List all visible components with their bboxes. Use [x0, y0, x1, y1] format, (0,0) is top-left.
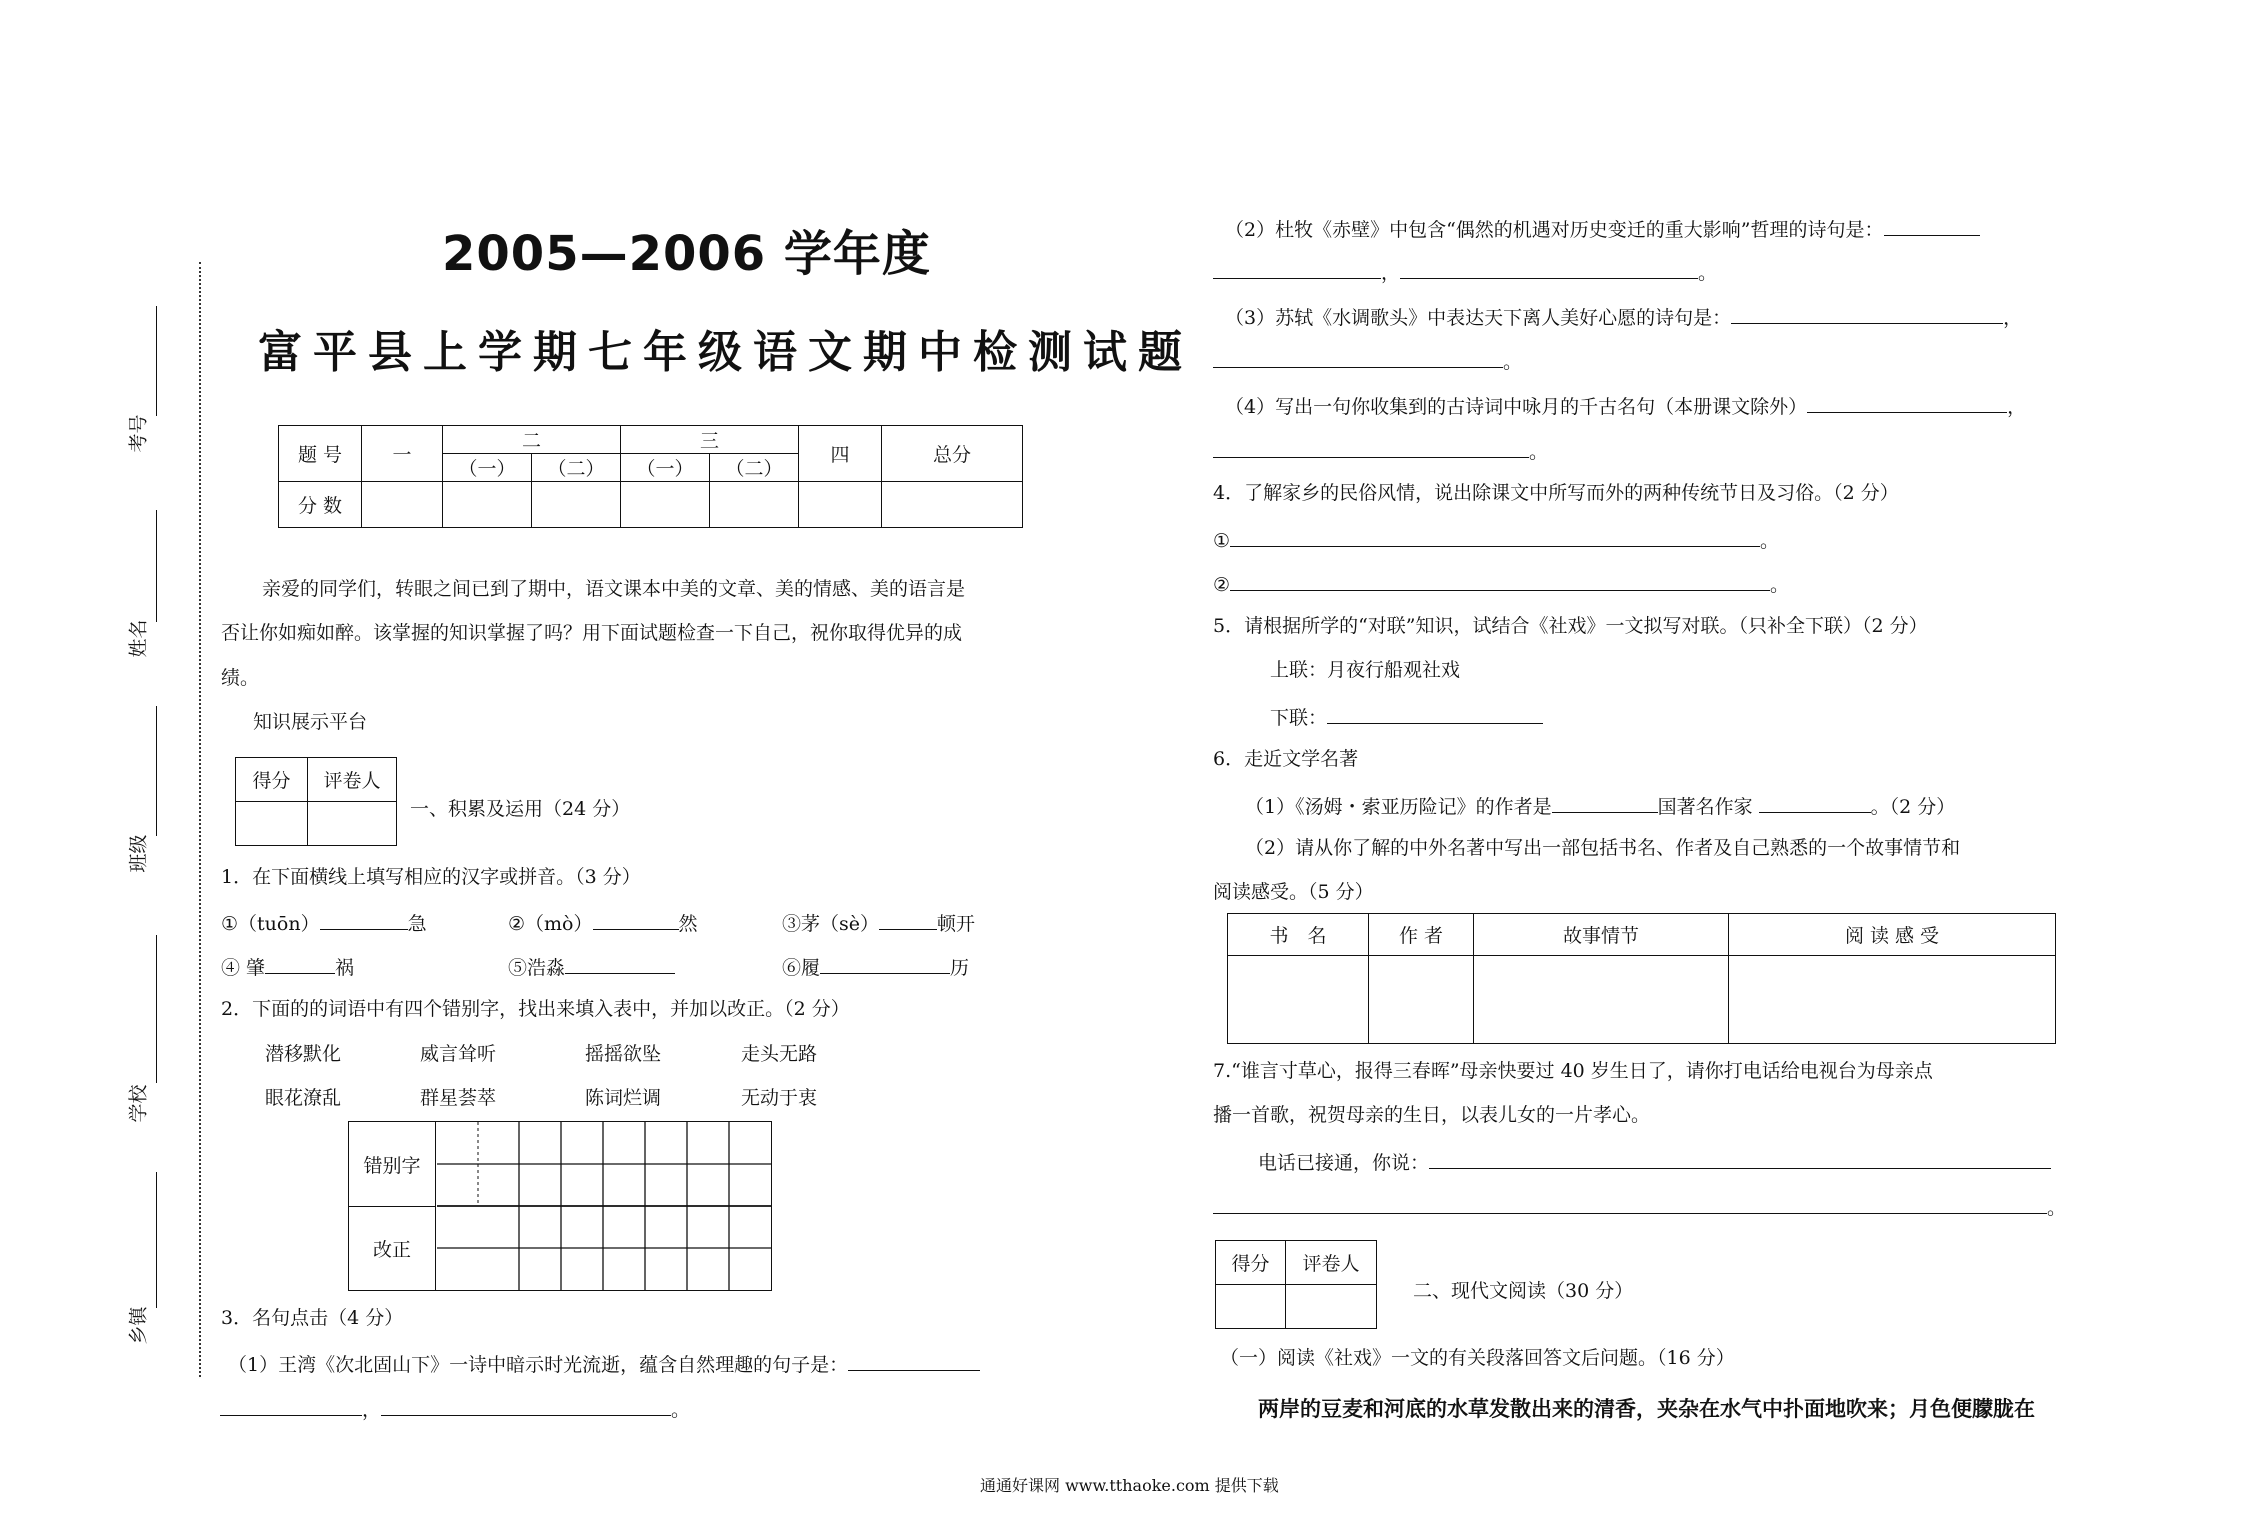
correction-grid-wrong-label: 错别字 [349, 1122, 436, 1207]
correction-grid-fix-label: 改正 [349, 1206, 436, 1290]
q4-prompt: 4．了解家乡的民俗风情，说出除课文中所写而外的两种传统节日及习俗。（2 分） [1213, 482, 1899, 504]
q2-prompt: 2．下面的的词语中有四个错别字，找出来填入表中，并加以改正。（2 分） [221, 998, 850, 1020]
q5-upper: 上联：月夜行船观社戏 [1270, 659, 1461, 681]
q3-4-cont [1213, 440, 1548, 462]
q1-item-d [221, 956, 354, 978]
q3-2-cont [1213, 261, 1717, 283]
grader-box-1 [235, 757, 397, 846]
q3-2-text: （2）杜牧《赤壁》中包含“偶然的机遇对历史变迁的重大影响”哲理的诗句是： [1225, 219, 1884, 241]
q3-1-period: 。 [671, 1399, 691, 1421]
q3-1-blank-b[interactable] [220, 1398, 362, 1416]
grader-box-2 [1215, 1240, 1377, 1329]
q1-item-c-pinyin: ③茅（sè） [782, 913, 879, 935]
book-table-col-plot: 故事情节 [1474, 914, 1729, 956]
q4-a-period: 。 [1760, 530, 1780, 552]
q1-item-a-suffix: 急 [407, 913, 427, 935]
score-cell[interactable] [621, 482, 710, 528]
q1-item-f-blank[interactable] [820, 956, 950, 974]
q7-call-blank-b[interactable] [1213, 1196, 2047, 1214]
q6-2-line-1: （2）请从你了解的中外名著中写出一部包括书名、作者及自己熟悉的一个故事情节和 [1245, 837, 1961, 859]
score-cell[interactable] [882, 482, 1023, 528]
q3-4-blank-a[interactable] [1807, 395, 2007, 413]
q5-lower-blank[interactable] [1327, 706, 1543, 724]
q7-call-blank-a[interactable] [1429, 1151, 2051, 1169]
q1-item-b-pinyin: ②（mò） [508, 913, 593, 935]
exam-no-field[interactable] [156, 306, 157, 416]
score-sub-3-2: （二） [710, 454, 799, 482]
q6-1-suffix: 。（2 分） [1870, 796, 1956, 818]
q3-3-text: （3）苏轼《水调歌头》中表达天下离人美好心愿的诗句是： [1225, 307, 1732, 329]
q3-3-comma: ， [2003, 307, 2023, 329]
side-label-exam-no: 考号 [127, 414, 150, 453]
score-cell[interactable] [710, 482, 799, 528]
section-1-title: 一、积累及运用（24 分） [410, 798, 631, 820]
q4-a-blank[interactable] [1230, 529, 1760, 547]
score-cell[interactable] [799, 482, 882, 528]
q1-item-b [508, 912, 698, 934]
q2-word: 无动于衷 [741, 1087, 818, 1109]
q6-prompt: 6．走近文学名著 [1213, 748, 1359, 770]
score-col-three: 三 [621, 426, 799, 454]
q2-word: 摇摇欲坠 [585, 1043, 662, 1065]
q2-word: 威言耸听 [420, 1043, 497, 1065]
q1-item-a [221, 912, 427, 934]
grader-name-cell[interactable] [308, 802, 397, 846]
q6-2-line-2: 阅读感受。（5 分） [1213, 881, 1374, 903]
name-field[interactable] [156, 510, 157, 622]
q7-call-label: 电话已接通，你说： [1258, 1152, 1430, 1174]
q3-1 [228, 1353, 980, 1375]
q1-item-c [782, 912, 975, 934]
class-field[interactable] [156, 706, 157, 836]
grader-score-label: 得分 [236, 758, 308, 802]
q4-b-marker: ② [1213, 574, 1231, 596]
q3-1-blank-c[interactable] [381, 1398, 671, 1416]
grader-name-label: 评卷人 [1286, 1241, 1377, 1285]
q7-call-cont [1213, 1196, 2066, 1218]
q5-prompt: 5．请根据所学的“对联”知识，试结合《社戏》一文拟写对联。（只补全下联）（2 分） [1213, 615, 1928, 637]
q7-line-2: 播一首歌，祝贺母亲的生日，以表儿女的一片孝心。 [1213, 1104, 1651, 1126]
title-exam: 富平县上学期七年级语文期中检测试题 [258, 327, 1193, 378]
q3-1-blank-a[interactable] [848, 1353, 980, 1371]
side-label-school: 学校 [127, 1084, 150, 1123]
correction-grid [348, 1121, 772, 1291]
q3-4-blank-b[interactable] [1213, 440, 1529, 458]
grader-score-cell[interactable] [236, 802, 308, 846]
score-cell[interactable] [532, 482, 621, 528]
book-table-cell[interactable] [1369, 956, 1474, 1044]
q3-2-blank-c[interactable] [1400, 261, 1698, 279]
section-2-title: 二、现代文阅读（30 分） [1413, 1280, 1634, 1302]
q3-4-comma: ， [2007, 396, 2027, 418]
title-year: 2005—2006 学年度 [442, 226, 931, 282]
q6-1-blank-b[interactable] [1759, 795, 1871, 813]
q2-word: 眼花潦乱 [265, 1087, 342, 1109]
book-table-col-title: 书 名 [1228, 914, 1369, 956]
q3-1-text: （1）王湾《次北固山下》一诗中暗示时光流逝，蕴含自然理趣的句子是： [228, 1354, 849, 1376]
q2-word: 陈词烂调 [585, 1087, 662, 1109]
q1-item-f-suffix: 历 [950, 957, 970, 979]
q3-prompt: 3．名句点击（4 分） [221, 1307, 404, 1329]
correction-grid-cells[interactable] [437, 1122, 771, 1290]
binding-dotted-line [199, 262, 201, 1377]
school-field[interactable] [156, 935, 157, 1083]
side-label-name: 姓名 [127, 619, 150, 658]
score-col-two: 二 [443, 426, 621, 454]
q1-item-d-blank[interactable] [265, 956, 335, 974]
book-table-col-feeling: 阅 读 感 受 [1729, 914, 2056, 956]
q1-item-d-suffix: 祸 [335, 957, 355, 979]
score-col-four: 四 [799, 426, 882, 482]
q1-item-b-blank[interactable] [593, 912, 679, 930]
grader-score-label: 得分 [1216, 1241, 1286, 1285]
side-label-class: 班级 [127, 834, 150, 873]
q6-1-text: （1）《汤姆・索亚历险记》的作者是 [1245, 796, 1552, 818]
book-table-cell[interactable] [1228, 956, 1369, 1044]
q3-1-comma: ， [362, 1399, 382, 1421]
intro-line-1: 亲爱的同学们，转眼之间已到了期中，语文课本中美的文章、美的情感、美的语言是 [262, 578, 966, 600]
score-table [278, 425, 1023, 528]
score-sub-2-1: （一） [443, 454, 532, 482]
score-cell[interactable] [443, 482, 532, 528]
q4-b-period: 。 [1770, 574, 1790, 596]
q3-4-text: （4）写出一句你收集到的古诗词中咏月的千古名句（本册课文除外） [1225, 396, 1808, 418]
score-col-total: 总分 [882, 426, 1023, 482]
q7-period: 。 [2047, 1197, 2067, 1219]
score-table-header-label: 题 号 [279, 426, 362, 482]
q3-1-cont [220, 1398, 690, 1420]
q3-3-blank-b[interactable] [1213, 350, 1503, 368]
q7-call [1258, 1151, 2051, 1173]
intro-line-2: 否让你如痴如醉。该掌握的知识掌握了吗？用下面试题检查一下自己，祝你取得优异的成 [221, 622, 963, 644]
q5-lower [1270, 706, 1543, 728]
q4-a-marker: ① [1213, 530, 1231, 552]
q3-2 [1225, 218, 1980, 240]
q3-3 [1225, 306, 2022, 328]
q3-2-blank-a[interactable] [1884, 218, 1980, 236]
q1-item-f [782, 956, 969, 978]
q1-item-f-prefix: ⑥履 [782, 957, 821, 979]
q4-a [1213, 529, 1779, 551]
q1-item-e [508, 956, 675, 978]
reading-1-prompt: （一）阅读《社戏》一文的有关段落回答文后问题。（16 分） [1220, 1347, 1735, 1369]
q1-item-d-prefix: ④ 肇 [221, 957, 266, 979]
q2-word: 走头无路 [741, 1043, 818, 1065]
q6-1-blank-a[interactable] [1552, 795, 1658, 813]
q6-1-mid: 国著名作家 [1657, 796, 1753, 818]
score-col-one: 一 [362, 426, 443, 482]
grader-score-cell[interactable] [1216, 1285, 1286, 1329]
q3-3-cont [1213, 350, 1522, 372]
book-table [1227, 913, 2056, 1044]
score-sub-3-1: （一） [621, 454, 710, 482]
q3-4 [1225, 395, 2026, 417]
q3-3-period: 。 [1503, 351, 1523, 373]
q1-item-b-suffix: 然 [678, 913, 698, 935]
score-row-label: 分 数 [279, 482, 362, 528]
q1-item-e-prefix: ⑤浩淼 [508, 957, 566, 979]
grader-name-label: 评卷人 [308, 758, 397, 802]
book-table-col-author: 作 者 [1369, 914, 1474, 956]
q1-prompt: 1．在下面横线上填写相应的汉字或拼音。（3 分） [221, 866, 641, 888]
q7-line-1: 7.“谁言寸草心，报得三春晖”母亲快要过 40 岁生日了，请你打电话给电视台为母亲点 [1213, 1060, 1933, 1082]
q4-b [1213, 573, 1789, 595]
q3-2-period: 。 [1698, 262, 1718, 284]
platform-label: 知识展示平台 [253, 711, 368, 733]
score-cell[interactable] [362, 482, 443, 528]
q3-2-comma: ， [1381, 262, 1401, 284]
q5-lower-label: 下联： [1270, 707, 1328, 729]
q2-word: 群星荟萃 [420, 1087, 497, 1109]
grader-name-cell[interactable] [1286, 1285, 1377, 1329]
q3-3-blank-a[interactable] [1731, 306, 2003, 324]
township-field[interactable] [156, 1172, 157, 1308]
book-table-cell[interactable] [1729, 956, 2056, 1044]
q1-item-e-blank[interactable] [565, 956, 675, 974]
q1-item-a-blank[interactable] [320, 912, 408, 930]
q2-word: 潜移默化 [265, 1043, 342, 1065]
side-label-township: 乡镇 [127, 1306, 150, 1345]
intro-line-3: 绩。 [221, 667, 260, 689]
q4-b-blank[interactable] [1230, 573, 1770, 591]
score-sub-2-2: （二） [532, 454, 621, 482]
q3-4-period: 。 [1529, 441, 1549, 463]
q1-item-c-suffix: 顿开 [937, 913, 976, 935]
footer-credit: 通通好课网 www.tthaoke.com 提供下载 [980, 1476, 1279, 1495]
book-table-cell[interactable] [1474, 956, 1729, 1044]
q3-2-blank-b[interactable] [1213, 261, 1381, 279]
passage-text: 两岸的豆麦和河底的水草发散出来的清香，夹杂在水气中扑面地吹来；月色便朦胧在 [1258, 1397, 2035, 1421]
q1-item-a-pinyin: ①（tuōn） [221, 913, 320, 935]
q6-1 [1245, 795, 1955, 817]
q1-item-c-blank[interactable] [879, 912, 937, 930]
